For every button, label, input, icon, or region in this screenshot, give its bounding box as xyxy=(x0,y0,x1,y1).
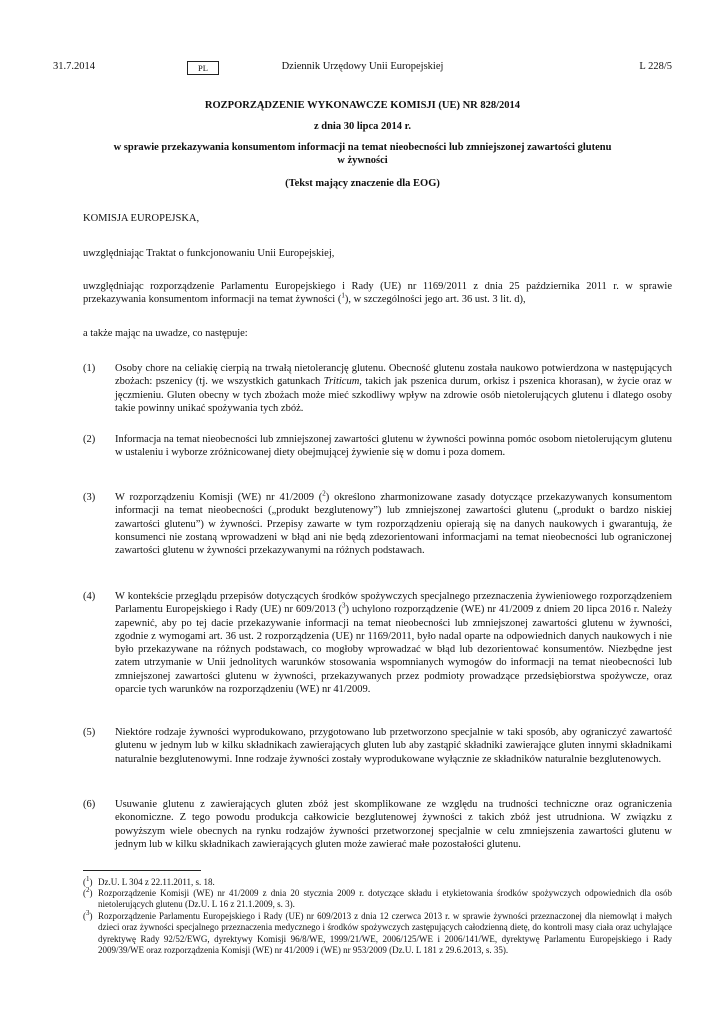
page-number: L 228/5 xyxy=(639,61,672,72)
language-badge: PL xyxy=(187,61,219,75)
footnote-ref: 2 xyxy=(322,489,326,498)
footnote-1: ($^1$) Dz.U. L 304 z 22.11.2011, s. 18. xyxy=(83,875,215,887)
recital-5: (5) Niektóre rodzaje żywności wyprodukowano, przygotowano lub przetworzono specjalnie w taki sposób, aby ograniczyć zawartość glutenu w jednym lub w kilku składnikach zawierających gluten lub aby zastąpić składniki zawierające gluten innymi składnikami naturalnie bezglutenowymi. Inne rodzaje żywności zostały wyprodukowane wyłącznie ze składników naturalnie bezglutenowych. xyxy=(83,727,672,765)
footnote-ref: 3 xyxy=(342,601,346,610)
recital-4: (4) W kontekście przeglądu przepisów dotyczących środków spożywczych specjalnego przeznaczenia żywieniowego rozporządzeniem Parlamentu Europejskiego i Rady (UE) nr 609/2013 ($^3$) uchylono rozporządzenie (WE) nr 41/2009 z dniem 20 lipca 2016 r. Należy zapewnić, aby po tej dacie przekazywanie informacji na temat nieobecności lub zmniejszonej zawartości glutenu w żywności, zgodnie z wymogami art. 36 ust. 2 rozporządzenia (UE) nr 1169/2011, było nadal oparte na odpowiednich danych naukowych i nie było przekazywane na różnych podstawach, co mogłoby wprowadzać w błąd lub dezorientować konsumentów. Niezbędne jest zatem utrzymanie w Unii jednolitych warunków stosowania wspomnianych wymogów do informacji na temat nieobecności lub zmniejszonej zawartości glutenu w żywności, przekazywanych przez podmioty prowadzące przedsiębiorstwa spożywcze, oraz oparcie tych warunków na rozporządzeniu (WE) nr 41/2009. xyxy=(83,591,673,696)
recital-1: (1) Osoby chore na celiakię cierpią na trwałą nietolerancję glutenu. Obecność glutenu została naukowo potwierdzona w następujących zbożach: pszenicy (tj. we wszystkich gatunkach Triticum, takich jak pszenica durum, orkisz i pszenica khorasan), w życie oraz w jęczmieniu. Gluten obecny w tych zbożach może mieć szkodliwy wpływ na zdrowie osób nietolerujących glutenu i dlatego osoby takie powinny unikać spożywania tych zbóż. xyxy=(83,363,672,414)
recital-number: (5) xyxy=(83,727,96,738)
footnote-2: ($^2$) Rozporządzenie Komisji (WE) nr 41/2009 z dnia 20 stycznia 2009 r. dotyczące składu i etykietowania środków spożywczych odpowiednich dla osób nietolerujących glutenu (Dz.U. L 16 z 21.1.2009, s. 3). xyxy=(83,886,672,910)
regulation-subject: w sprawie przekazywania konsumentom informacji na temat nieobecności lub zmniejszonej zawartości glutenu w żywności xyxy=(113,142,612,166)
recital-number: (3) xyxy=(83,492,96,503)
footnote-ref: 1 xyxy=(341,291,345,300)
recital-number: (2) xyxy=(83,434,96,445)
footnote-3: ($^3$) Rozporządzenie Parlamentu Europejskiego i Rady (UE) nr 609/2013 z dnia 12 czerwca 2013 r. w sprawie żywności przeznaczonej dla niemowląt i małych dzieci oraz żywności specjalnego przeznaczenia medycznego i środków spożywczych zastępujących całodzienną dietę, do kontroli masy ciała oraz uchylające dyrektywę Rady 92/52/EWG, dyrektywy Komisji 96/8/WE, 1999/21/WE, 2006/125/WE i 2006/141/WE, dyrektywę Parlamentu Europejskiego i Rady 2009/39/WE oraz rozporządzenia Komisji (WE) nr 41/2009 i (WE) nr 953/2009 (Dz.U. L 181 z 29.6.2013, s. 35). xyxy=(83,909,672,955)
recital-3: (3) W rozporządzeniu Komisji (WE) nr 41/2009 ($^2$) określono zharmonizowane zasady dotyczące przekazywanych konsumentom informacji na temat nieobecności („produkt bezglutenowy”) lub zmniejszonej zawartości glutenu („produkt o bardzo niskiej zawartości glutenu”) w żywności. Przepisy zawarte w tym rozporządzeniu opierają się na danych naukowych i gwarantują, że konsumenci nie zostaną wprowadzeni w błąd ani nie będą zdezorientowani informacjami na temat nieobecności lub ograniczonej zawartości glutenu w żywności przekazywanymi na różnych podstawach. xyxy=(83,489,673,557)
eea-relevance: (Tekst mający znaczenie dla EOG) xyxy=(285,178,440,189)
recital-6: (6) Usuwanie glutenu z zawierających gluten zbóż jest skomplikowane ze względu na trudności techniczne oraz ograniczenia ekonomiczne. Z tego powodu produkcja całkowicie bezglutenowej żywności z takich zbóż jest utrudniona. W związku z powyższym wiele obecnych na rynku rodzajów żywności przetworzonej specjalnie w celu zmniejszenia zawartości glutenu w jednym lub w kilku składnikach zawierających gluten może zawierać małe pozostałości glutenu. xyxy=(83,799,672,850)
regulation-title: ROZPORZĄDZENIE WYKONAWCZE KOMISJI (UE) NR 828/2014 xyxy=(204,100,521,111)
footnote-divider xyxy=(83,870,201,871)
recital-number: (6) xyxy=(83,799,96,810)
header-date: 31.7.2014 xyxy=(53,61,95,72)
recital-2: (2) Informacja na temat nieobecności lub zmniejszonej zawartości glutenu w żywności powinna pomóc osobom nietolerującym glutenu w ustaleniu i wyborze zróżnicowanej diety obejmującej żywienie się w domu i poza domem. xyxy=(83,434,672,459)
citation-treaty: uwzględniając Traktat o funkcjonowaniu Unii Europejskiej, xyxy=(83,248,335,259)
recital-number: (4) xyxy=(83,591,96,602)
whereas-intro: a także mając na uwadze, co następuje: xyxy=(83,328,248,339)
recital-number: (1) xyxy=(83,363,96,374)
regulation-date: z dnia 30 lipca 2014 r. xyxy=(313,121,412,132)
citation-regulation: uwzględniając rozporządzenie Parlamentu Europejskiego i Rady (UE) nr 1169/2011 z dnia 25 października 2011 r. w sprawie przekazywania konsumentom informacji na temat żywności ($^1$), w szczególności jego art. 36 ust. 3 lit. d), xyxy=(83,281,672,306)
commission-heading: KOMISJA EUROPEJSKA, xyxy=(83,213,200,224)
page-header xyxy=(53,61,672,77)
journal-title: Dziennik Urzędowy Unii Europejskiej xyxy=(281,61,444,72)
